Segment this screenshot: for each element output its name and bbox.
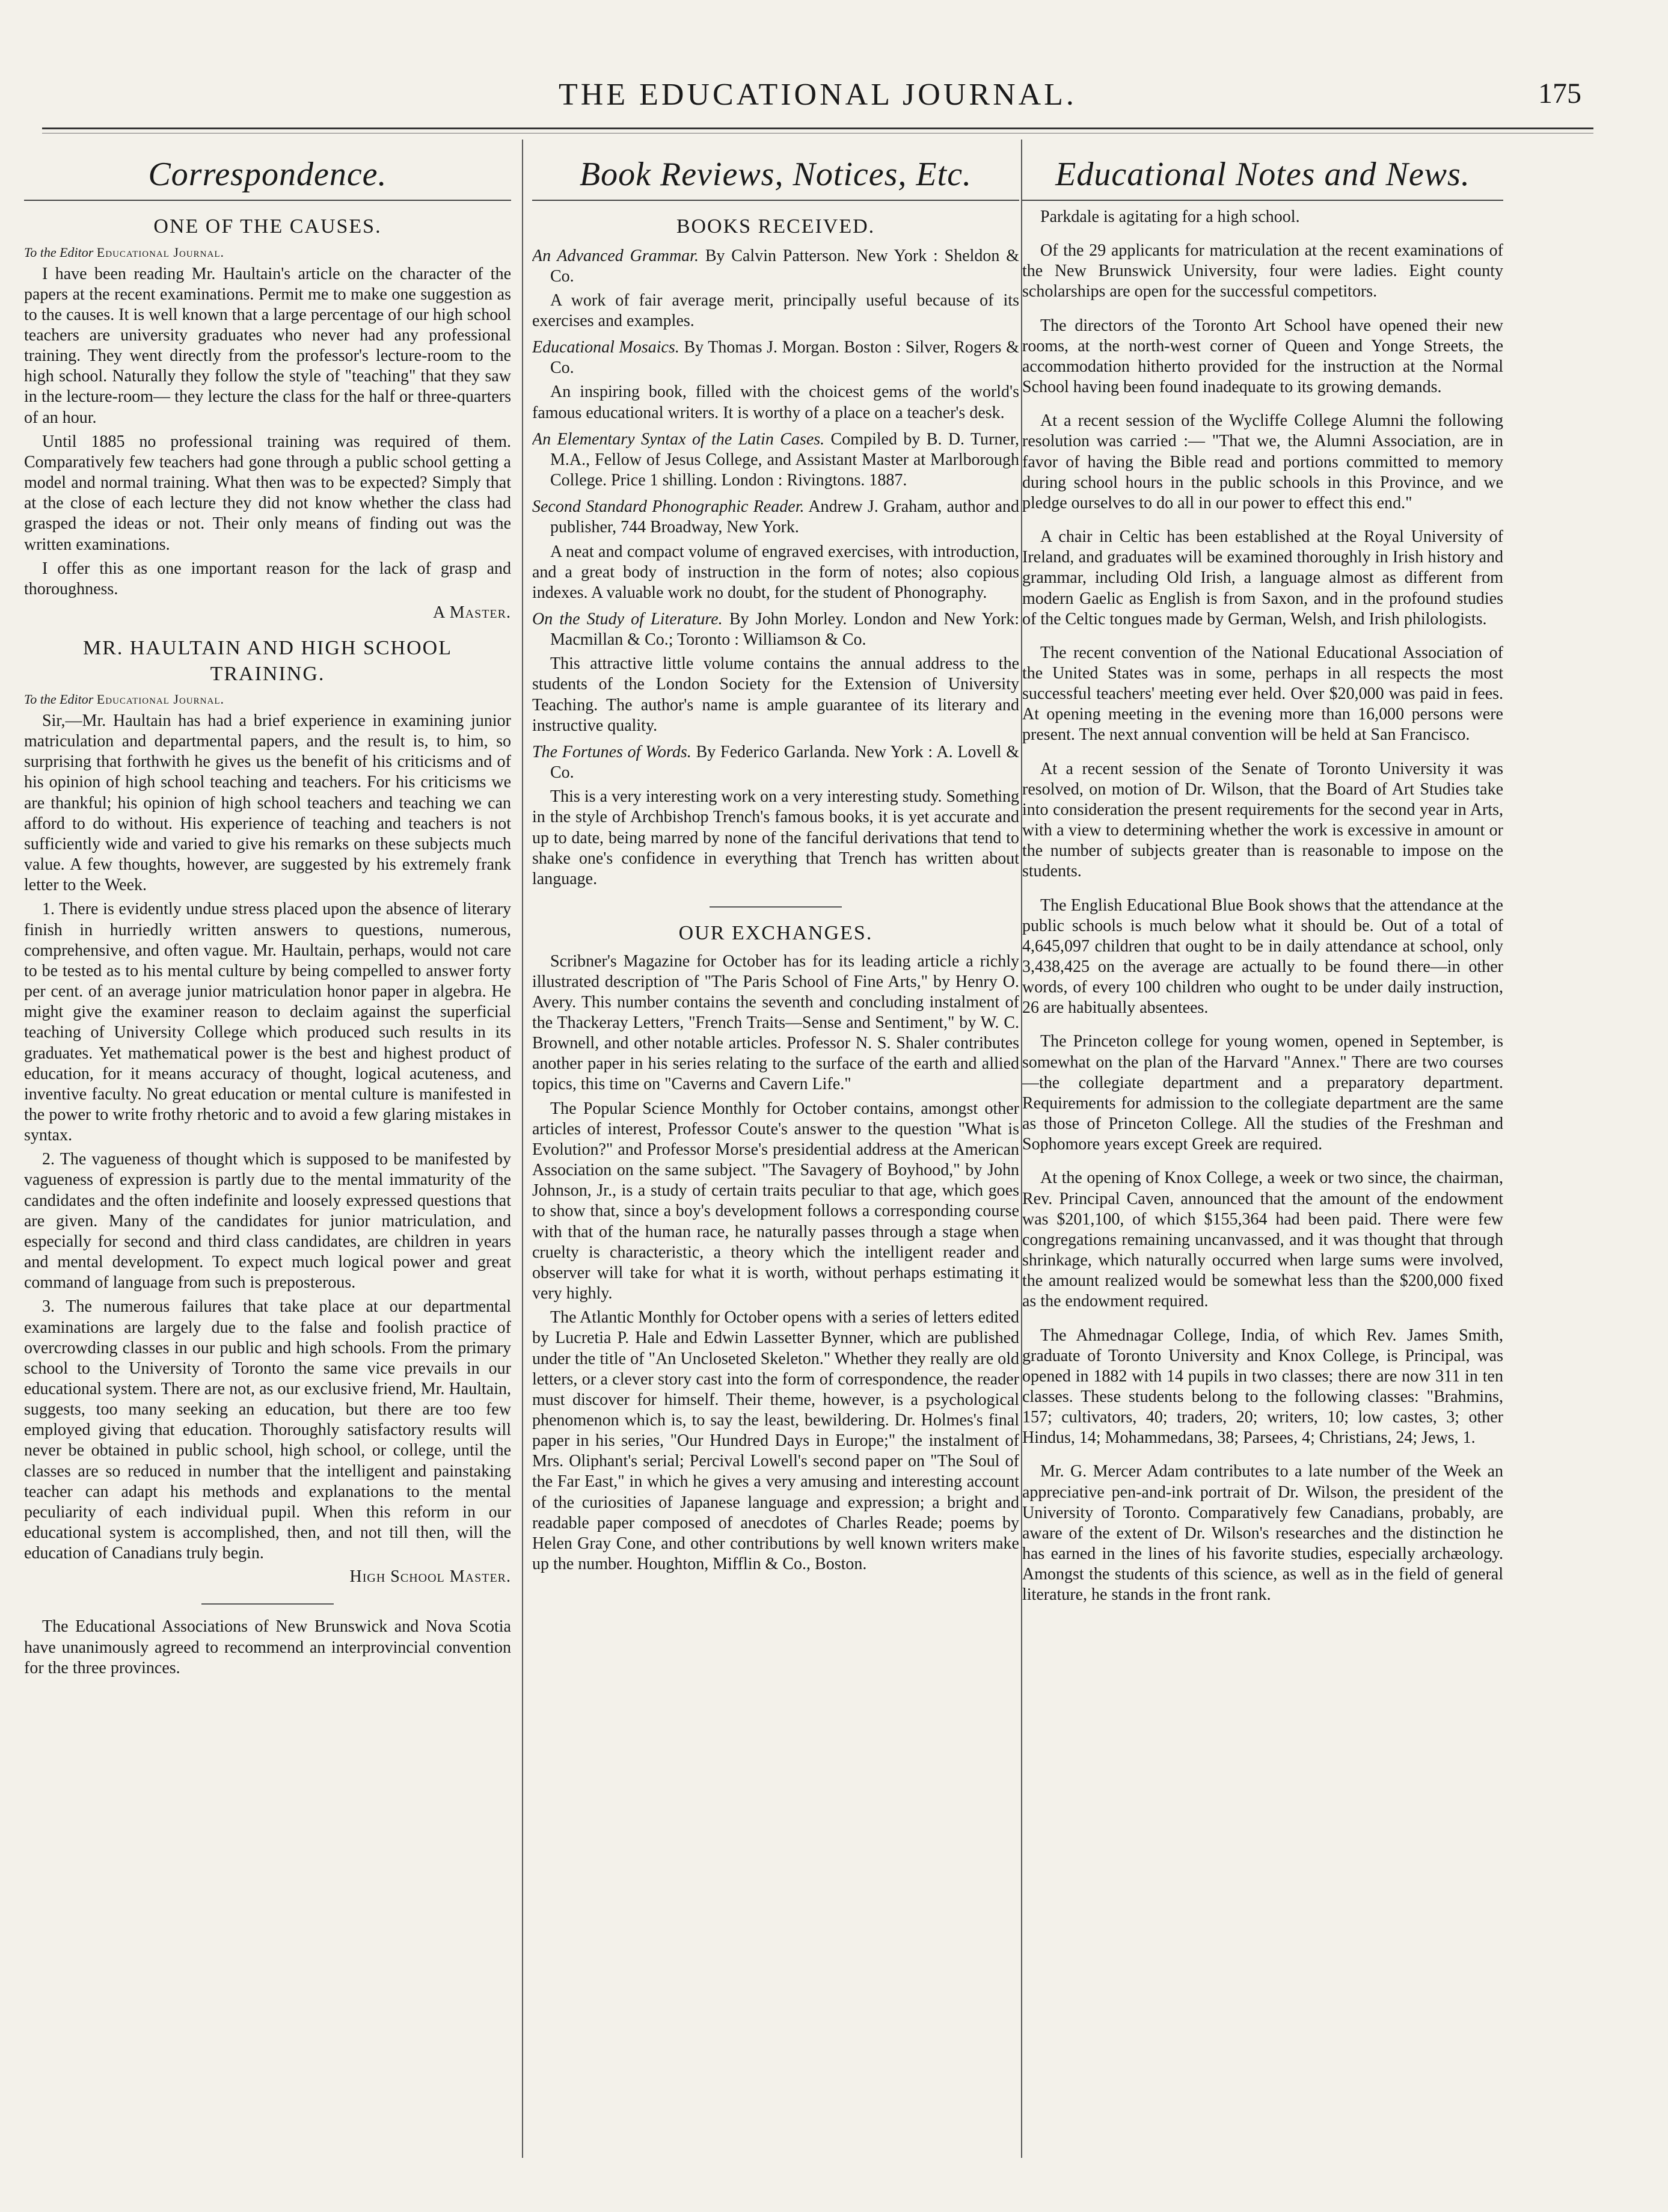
book-entry (532, 497, 1019, 538)
news-item: At a recent session of the Wycliffe College Alumni the following resolution was carried :— "That we, the Alumni Association, are in favor of having the Bible read and portions committed to memory during school hours in the public schools in this Province, and we pledge ourselves to do all in our power to effect this end." (1022, 411, 1503, 512)
book-title: An Elementary Syntax of the Latin Cases. (532, 429, 825, 449)
column-divider (522, 140, 523, 2158)
salutation-prefix: To the Editor (24, 692, 94, 707)
book-title: Second Standard Phonographic Reader. (532, 497, 805, 517)
correspondence-column (24, 144, 511, 2164)
salutation (24, 245, 511, 260)
paragraph: 1. There is evidently undue stress placed upon the absence of literary finish in hurriedly written answers to questions, numerous, comprehensive, and often vague. Mr. Haultain, perhaps, would not care to be tested as to his mental culture by being compelled to answer forty per cent. of an average junior matriculation honor paper in algebra. He might give the examiner reason to declaim against the superficial teaching of University College which produced such results in its graduates. Yet mathematical power is the best and highest product of education, for it means accuracy of thought, logical acuteness, and inventive faculty. No great education or mental culture is manifested in the power to write frothy rhetoric and to avoid a few glaring mistakes in syntax. (24, 900, 511, 1145)
header-rule (42, 127, 1593, 134)
news-item: The directors of the Toronto Art School have opened their new rooms, at the north-west corner of Queen and Yonge Streets, the accommodation hitherto provided for the instruction at the Normal School having been found inadequate to its growing demands. (1022, 316, 1503, 397)
paragraph: The Educational Associations of New Brunswick and Nova Scotia have unanimously agreed to recommend an interprovincial convention for the three provinces. (24, 1617, 511, 1677)
news-item: The Princeton college for young women, opened in September, is somewhat on the plan of the Harvard "Annex." There are two courses—the collegiate department and a preparatory department. Requirements for admission to the collegiate department are the same as those of Princeton College. All the studies of the Freshman and Sophomore years except Greek are required. (1022, 1032, 1503, 1154)
notes-news-column (1022, 144, 1503, 2164)
book-review: An inspiring book, filled with the choicest gems of the world's famous educational writers. It is worthy of a place on a teacher's desk. (532, 382, 1019, 422)
book-review: This attractive little volume contains the annual address to the students of the London Society for the Extension of University Teaching. The author's name is ample guarantee of its literary and instructive quality. (532, 654, 1019, 735)
news-item: Parkdale is agitating for a high school. (1040, 207, 1300, 226)
news-item: At the opening of Knox College, a week or two since, the chairman, Rev. Principal Caven, announced that the amount of the endowment was $201,100, of which $155,364 had been paid. There were few congregations remaining uncanvassed, and it was thought that through shrinkage, which naturally occurred when large sums were involved, the amount realized would be somewhat less than the $200,000 fixed as the endowment required. (1022, 1169, 1503, 1311)
salutation (24, 692, 511, 707)
article-heading: BOOKS RECEIVED. (676, 215, 875, 238)
news-item: The recent convention of the National Educational Association of the United States was in some, perhaps in all respects the most successful teachers' meeting ever held. Over $20,000 was paid in fees. At opening meeting in the evening more than 16,000 persons were present. The next annual convention will be held at San Francisco. (1022, 643, 1503, 745)
book-title: The Fortunes of Words. (532, 742, 691, 761)
book-review: This is a very interesting work on a very interesting study. Something in the style of Archbishop Trench's famous books, it is yet accurate and up to date, being marred by none of the fanciful derivations that tend to shake one's confidence in everything that Trench has written about language. (532, 787, 1019, 888)
book-details: Compiled by B. D. Turner, M.A., Fellow of Jesus College, and Assistant Master at Marlborough College. Price 1 shilling. London : Rivingtons. 1887. (550, 429, 1019, 490)
paragraph: 2. The vagueness of thought which is supposed to be manifested by vagueness of expression is partly due to the mental immaturity of the candidates and the often indefinite and loosely expressed questions that are given. Many of the candidates for junior matriculation, and especially for second and third class candidates, are children in years and mental development. To expect much logical power and great command of language from such is preposterous. (24, 1150, 511, 1292)
paragraph: The Popular Science Monthly for October contains, amongst other articles of interest, Professor Coute's answer to the question "What is Evolution?" and Professor Morse's presidential address at the American Association on the same subject. "The Savagery of Boyhood," by John Johnson, Jr., is a study of certain traits peculiar to that age, which goes to show that, since a boy's development follows a corresponding course with that of the human race, he naturally passes through a stage when cruelty is characteristic, a theory which the intelligent reader and observer will take for what it is worth, without perhaps estimating it very highly. (532, 1099, 1019, 1303)
book-entry (532, 429, 1019, 491)
book-entry (532, 337, 1019, 378)
salutation-journal: Educational Journal. (96, 692, 224, 707)
news-item: Mr. G. Mercer Adam contributes to a late number of the Week an appreciative pen-and-ink portrait of Dr. Wilson, the president of the University of Toronto. Comparatively few Canadians, probably, are aware of the extent of Dr. Wilson's researches and the distinction he has earned in the lines of his favorite studies, especially archæology. Amongst the students of this science, as well as in the field of general literature, he stands in the front rank. (1022, 1462, 1503, 1605)
book-review: A neat and compact volume of engraved exercises, with introduction, and a great body of instruction in the form of notes; also copious indexes. A valuable work no doubt, for the student of Phonography. (532, 542, 1019, 602)
paragraph: The Atlantic Monthly for October opens with a series of letters edited by Lucretia P. Hale and Edwin Lassetter Bynner, which are published under the title of "An Uncloseted Skeleton." Whether they really are old letters, or a clever story cast into the form of correspondence, the reader must discover for himself. Their theme, however, is a psychological phenomenon which is, to say the least, bewildering. Dr. Holmes's final paper in his series, "Our Hundred Days in Europe;" the instalment of Mrs. Oliphant's serial; Percival Lowell's second paper on "The Soul of the Far East," in which he gives a very amusing and interesting account of the curiosities of Japanese language and expression; a bright and readable paper composed of anecdotes of Charles Reade; poems by Helen Gray Cone, and other contributions by well known writers make up the number. Houghton, Mifflin & Co., Boston. (532, 1308, 1019, 1574)
book-details: By Federico Garlanda. New York : A. Lovell & Co. (550, 742, 1019, 782)
paragraph: Scribner's Magazine for October has for its leading article a richly illustrated description of "The Paris School of Fine Arts," by Henry O. Avery. This number contains the seventh and concluding instalment of the Thackeray Letters, "French Traits—Sense and Sentiment," by W. C. Brownell, and other notable articles. Professor N. S. Shaler contributes another paper in his series relating to the surface of the earth and allied topics, this time on "Caverns and Cavern Life." (532, 951, 1019, 1094)
section-title: Book Reviews, Notices, Etc. (532, 155, 1019, 201)
book-details: By John Morley. London and New York: Macmillan & Co.; Toronto : Williamson & Co. (550, 610, 1019, 650)
news-item: At a recent session of the Senate of Toronto University it was resolved, on motion of Dr. Wilson, that the Board of Art Studies take into consideration the present requirements for the second year in Arts, with a view to determining whether the work is excessive in amount or the number of subjects greater than is reasonable to impose on the students. (1022, 759, 1503, 881)
paragraph: I offer this as one important reason for the lack of grasp and thoroughness. (24, 559, 511, 598)
news-item: Of the 29 applicants for matriculation at the recent examinations of the New Brunswick University, four were ladies. Eight county scholarships are open for the successful competitors. (1022, 241, 1503, 301)
paragraph: I have been reading Mr. Haultain's article on the character of the papers at the recent examinations. Permit me to make one suggestion as to the causes. It is well known that a large percentage of our high school teachers are university graduates who never had any professional training. They went directly from the professor's lecture-room to the high school. Naturally they follow the style of "teaching" that they saw in the lecture-room— they lecture the class for the half or three-quarters of an hour. (24, 264, 511, 427)
section-title: Correspondence. (24, 155, 511, 201)
book-review: A work of fair average merit, principally useful because of its exercises and examples. (532, 290, 1019, 330)
book-title: On the Study of Literature. (532, 610, 723, 628)
signature: A Master. (433, 603, 511, 622)
book-details: Andrew J. Graham, author and publisher, 744 Broadway, New York. (550, 497, 1019, 537)
section-divider (710, 906, 842, 908)
news-item: The English Educational Blue Book shows that the attendance at the public schools is much below what it should be. Out of a total of 4,645,097 children that ought to be in daily attendance at school, only 3,438,425 on the average are actually to be found there—in other words, of every 100 children who ought to be under daily instruction, 26 are habitually absentees. (1022, 896, 1503, 1018)
article-heading: MR. HAULTAIN AND HIGH SCHOOL TRAINING. (83, 637, 452, 685)
book-entry (532, 742, 1019, 783)
salutation-prefix: To the Editor (24, 244, 94, 260)
book-entry (532, 246, 1019, 287)
book-entry (532, 609, 1019, 650)
page-number: 175 (1538, 78, 1581, 109)
book-details: By Calvin Patterson. New York : Sheldon & Co. (550, 246, 1019, 286)
article-heading: OUR EXCHANGES. (678, 922, 873, 945)
paragraph: Sir,—Mr. Haultain has had a brief experience in examining junior matriculation and departmental papers, and the result is, to him, so surprising that forthwith he gives us the benefit of his criticisms and of his opinion of high school teaching and teachers. For his criticisms we are thankful; his opinion of high school teachers and teaching we can afford to do without. His experience of teaching and teachers is not sufficiently wide and varied to give his remarks on these subjects much value. A few thoughts, however, are suggested by his extremely frank letter to the Week. (24, 711, 511, 895)
paragraph: Until 1885 no professional training was required of them. Comparatively few teachers had gone through a public school getting a model and normal training. What then was to be expected? Simply that at the close of each lecture they did not know whether the class had grasped the ideas or not. Their only means of finding out was the written examinations. (24, 432, 511, 554)
book-details: By Thomas J. Morgan. Boston : Silver, Rogers & Co. (550, 338, 1019, 378)
section-divider (201, 1603, 334, 1605)
news-item: A chair in Celtic has been established at the Royal University of Ireland, and graduates will be examined thoroughly in Irish history and grammar, including Old Irish, a language almost as different from modern Gaelic as English is from Saxon, and in the profound studies of the Celtic tongues made by German, Welsh, and Irish philologists. (1022, 527, 1503, 628)
paragraph: 3. The numerous failures that take place at our departmental examinations are largely due to the false and foolish practice of overcrowding classes in our public and high schools. From the primary school to the University of Toronto the same vice prevails in our educational system. There are not, as our exclusive friend, Mr. Haultain, suggests, too many seeking an education, but there are too few employed giving that education. Thoroughly satisfactory results will never be obtained in public school, high school, or college, until the classes are so reduced in number that the intelligent and painstaking teacher can adapt his methods and explanations to the mental peculiarity of each individual pupil. When this reform in our educational system is accomplished, then, and not till then, will the education of Canadians truly begin. (24, 1297, 511, 1563)
journal-title: THE EDUCATIONAL JOURNAL. (559, 78, 1077, 112)
page-header (54, 77, 1581, 125)
book-title: Educational Mosaics. (532, 338, 679, 357)
signature: High School Master. (349, 1567, 511, 1587)
section-title: Educational Notes and News. (1022, 155, 1503, 201)
book-title: An Advanced Grammar. (532, 246, 699, 265)
book-reviews-column (532, 144, 1019, 2164)
salutation-journal: Educational Journal. (96, 244, 224, 260)
news-item: The Ahmednagar College, India, of which Rev. James Smith, graduate of Toronto University and Knox College, is Principal, was opened in 1882 with 14 pupils in two classes; there are now 311 in ten classes. These students belong to the following classes: "Brahmins, 157; cultivators, 40; traders, 20; writers, 10; low castes, 3; other Hindus, 14; Mohammedans, 38; Parsees, 4; Christians, 24; Jews, 1. (1022, 1326, 1503, 1448)
article-heading: ONE OF THE CAUSES. (153, 215, 382, 238)
